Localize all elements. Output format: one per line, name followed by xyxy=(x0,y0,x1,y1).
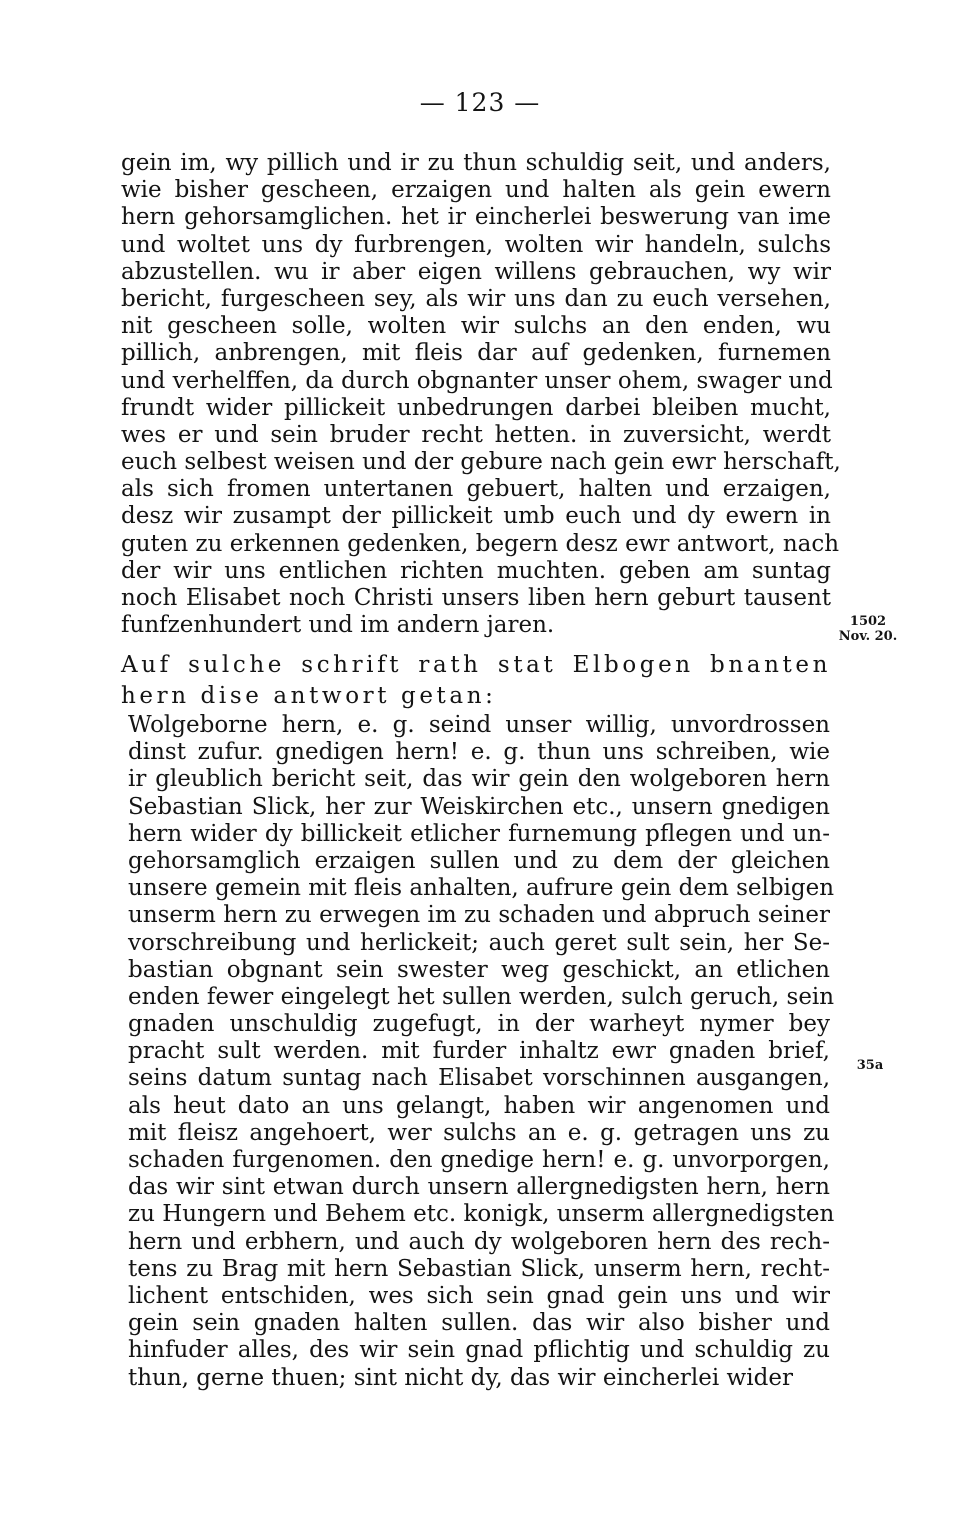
page-number: — 123 — xyxy=(419,88,541,117)
text-line: unsere gemein mit fleis anhalten, aufrure gein dem selbigen xyxy=(128,875,835,902)
text-line: als sich fromen untertanen gebuert, halten und erzaigen, xyxy=(121,476,831,503)
text-line: hern und erbhern, und auch dy wolgeboren hern des rech- xyxy=(128,1228,830,1255)
text-line: noch Elisabet noch Christi unsers liben hern geburt tausent xyxy=(121,585,831,611)
text-line: gein sein gnaden halten sullen. das wir also bisher und xyxy=(128,1310,830,1337)
text-line: enden fewer eingelegt het sullen werden, sulch geruch, sein xyxy=(128,983,835,1010)
text-line: pracht sult werden. mit furder inhaltz ewr gnaden brief, xyxy=(128,1038,830,1065)
margin-date-note xyxy=(833,614,903,644)
text-line: hern wider dy billickeit etlicher furnemung pflegen und un- xyxy=(128,820,830,847)
section-heading xyxy=(121,650,831,712)
text-line: und verhelffen, da durch obgnanter unser ohem, swager und xyxy=(121,367,833,394)
text-line: bastian obgnant sein swester weg geschickt, an etlichen xyxy=(128,956,830,983)
margin-folio-note: 35a xyxy=(856,1058,884,1073)
text-line: dinst zufur. gnedigen hern! e. g. thun uns schreiben, wie xyxy=(128,739,830,766)
text-line: Sebastian Slick, her zur Weiskirchen etc., unsern gnedigen xyxy=(128,793,830,820)
paragraph-answer xyxy=(128,712,835,1392)
text-line: lichent entschiden, wes sich sein gnad gein uns und wir xyxy=(128,1282,830,1309)
text-line: der wir uns entlichen richten muchten. geben am suntag xyxy=(121,557,831,584)
margin-date-day: Nov. 20. xyxy=(838,629,898,644)
text-line: mit fleisz angehoert, wer sulchs an e. g. getragen uns zu xyxy=(128,1119,830,1146)
text-line: Auf sulche schrift rath stat Elbogen bnanten xyxy=(121,652,831,678)
text-line: Wolgeborne hern, e. g. seind unser willig, unvordrossen xyxy=(128,712,830,738)
text-line: frundt wider pillickeit unbedrungen darbei bleiben mucht, xyxy=(121,394,831,421)
text-line: euch selbest weisen und der gebure nach gein ewr herschaft, xyxy=(121,449,841,476)
text-line: seins datum suntag nach Elisabet vorschinnen ausgangen, xyxy=(128,1065,830,1092)
text-line: und woltet uns dy furbrengen, wolten wir handeln, sulchs xyxy=(121,231,831,258)
text-line: als heut dato an uns gelangt, haben wir angenomen und xyxy=(128,1092,830,1119)
paragraph-letter-end xyxy=(121,150,841,639)
text-line: ir gleublich bericht seit, das wir gein den wolgeboren hern xyxy=(128,766,830,793)
text-line: thun, gerne thuen; sint nicht dy, das wir eincherlei wider xyxy=(128,1364,793,1391)
text-line: guten zu erkennen gedenken, begern desz ewr antwort, nach xyxy=(121,530,840,557)
text-line: unserm hern zu erwegen im zu schaden und abpruch seiner xyxy=(128,902,830,929)
text-line: abzustellen. wu ir aber eigen willens gebrauchen, wy wir xyxy=(121,258,831,285)
text-line: hinfuder alles, des wir sein gnad pflichtig und schuldig zu xyxy=(128,1337,830,1364)
text-line: das wir sint etwan durch unsern allergnedigsten hern, hern xyxy=(128,1174,830,1201)
text-line: gehorsamglich erzaigen sullen und zu dem der gleichen xyxy=(128,847,830,874)
text-line: bericht, furgescheen sey, als wir uns dan zu euch versehen, xyxy=(121,285,831,312)
text-line: zu Hungern und Behem etc. konigk, unserm allergnedigsten xyxy=(128,1201,835,1228)
text-line: tens zu Brag mit hern Sebastian Slick, unserm hern, recht- xyxy=(128,1255,830,1282)
text-line: nit gescheen solle, wolten wir sulchs an den enden, wu xyxy=(121,313,831,340)
text-line: vorschreibung und herlickeit; auch geret sult sein, her Se- xyxy=(128,929,830,956)
text-line: pillich, anbrengen, mit fleis dar auf gedenken, furnemen xyxy=(121,340,831,367)
text-line: schaden furgenomen. den gnedige hern! e. g. unvorporgen, xyxy=(128,1147,830,1173)
text-line: gnaden unschuldig zugefugt, in der warheyt nymer bey xyxy=(128,1011,830,1038)
text-line: desz wir zusampt der pillickeit umb euch und dy ewern in xyxy=(121,503,831,530)
text-line: hern dise antwort getan: xyxy=(121,683,497,709)
margin-date-year: 1502 xyxy=(849,614,887,629)
text-line: wes er und sein bruder recht hetten. in zuversicht, werdt xyxy=(121,421,831,448)
text-line: hern gehorsamglichen. het ir eincherlei beswerung van ime xyxy=(121,204,831,231)
text-line: wie bisher gescheen, erzaigen und halten als gein ewern xyxy=(121,177,831,204)
text-line: gein im, wy pillich und ir zu thun schuldig seit, und anders, xyxy=(121,150,831,176)
text-line: funfzenhundert und im andern jaren. xyxy=(121,612,555,639)
